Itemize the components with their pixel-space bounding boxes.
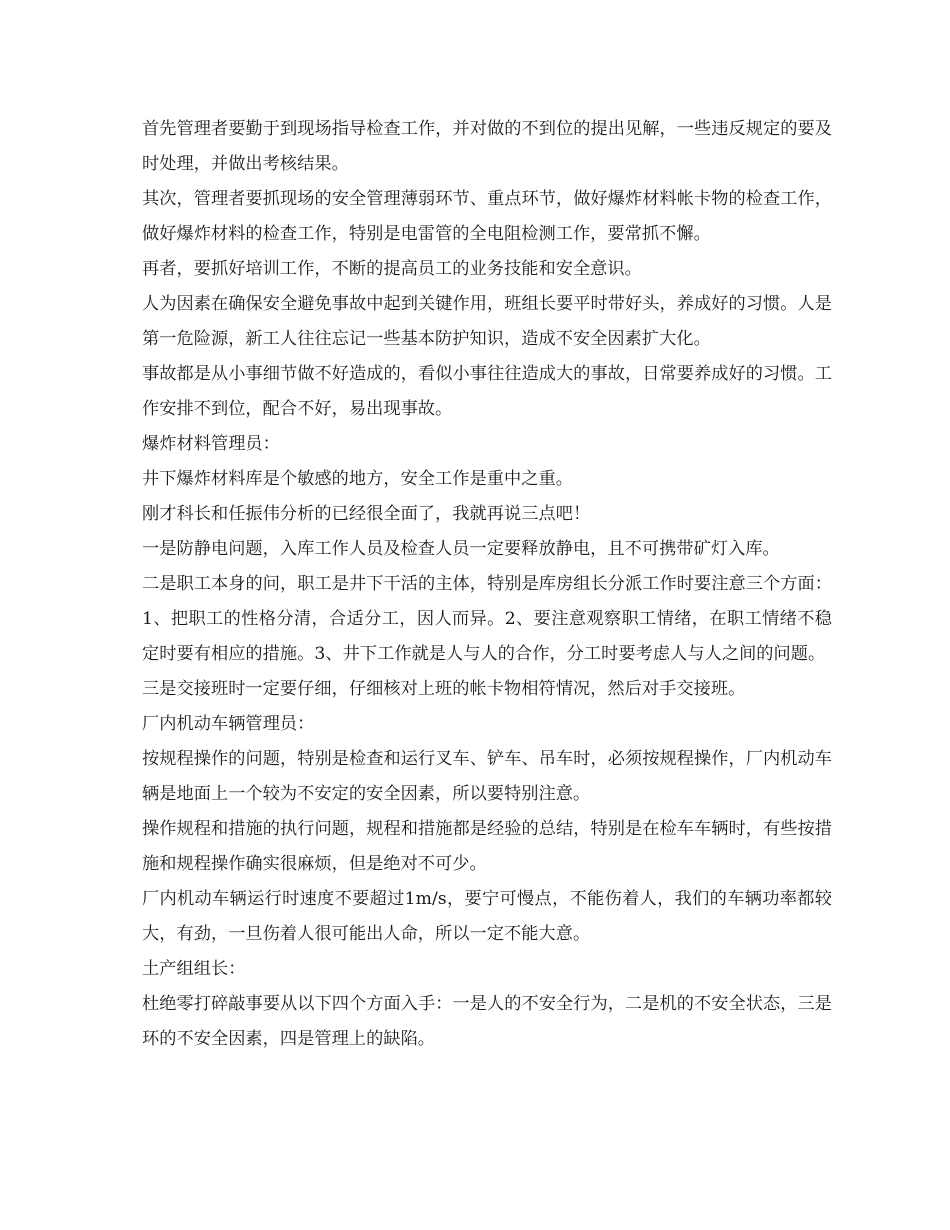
section-heading: 爆炸材料管理员： [142,434,280,454]
paragraph: 刚才科长和任振伟分析的已经很全面了，我就再说三点吧！ [142,504,591,524]
paragraph: 井下爆炸材料库是个敏感的地方，安全工作是重中之重。 [142,469,573,489]
paragraph: 首先管理者要勤于到现场指导检查工作，并对做的不到位的提出见解，一些违反规定的要及时处理，并做出考核结果。 [142,119,832,174]
paragraph: 杜绝零打碎敲事要从以下四个方面入手：一是人的不安全行为，二是机的不安全状态，三是环的不安全因素，四是管理上的缺陷。 [142,994,832,1049]
paragraph: 三是交接班时一定要仔细，仔细核对上班的帐卡物相符情况，然后对手交接班。 [142,679,746,699]
document-body [142,112,832,1057]
paragraph: 操作规程和措施的执行问题，规程和措施都是经验的总结，特别是在检车车辆时，有些按措施和规程操作确实很麻烦，但是绝对不可少。 [142,819,832,874]
paragraph: 人为因素在确保安全避免事故中起到关键作用，班组长要平时带好头，养成好的习惯。人是第一危险源，新工人往往忘记一些基本防护知识，造成不安全因素扩大化。 [142,294,832,349]
paragraph: 按规程操作的问题，特别是检查和运行叉车、铲车、吊车时，必须按规程操作，厂内机动车辆是地面上一个较为不安定的安全因素，所以要特别注意。 [142,749,832,804]
paragraph: 再者，要抓好培训工作，不断的提高员工的业务技能和安全意识。 [142,259,642,279]
section-heading: 土产组组长： [142,959,246,979]
paragraph: 其次，管理者要抓现场的安全管理薄弱环节、重点环节，做好爆炸材料帐卡物的检查工作，做好爆炸材料的检查工作，特别是电雷管的全电阻检测工作，要常抓不懈。 [142,189,832,244]
paragraph: 二是职工本身的问，职工是井下干活的主体，特别是库房组长分派工作时要注意三个方面：1、把职工的性格分清，合适分工，因人而异。2、要注意观察职工情绪，在职工情绪不稳定时要有相应的措施。3、井下工作就是人与人的合作，分工时要考虑人与人之间的问题。 [142,574,832,664]
paragraph: 厂内机动车辆运行时速度不要超过1m/s，要宁可慢点，不能伤着人，我们的车辆功率都较大，有劲，一旦伤着人很可能出人命，所以一定不能大意。 [142,889,832,944]
paragraph: 事故都是从小事细节做不好造成的，看似小事往往造成大的事故，日常要养成好的习惯。工作安排不到位，配合不好，易出现事故。 [142,364,832,419]
paragraph: 一是防静电问题，入库工作人员及检查人员一定要释放静电，且不可携带矿灯入库。 [142,539,780,559]
section-heading: 厂内机动车辆管理员： [142,714,315,734]
